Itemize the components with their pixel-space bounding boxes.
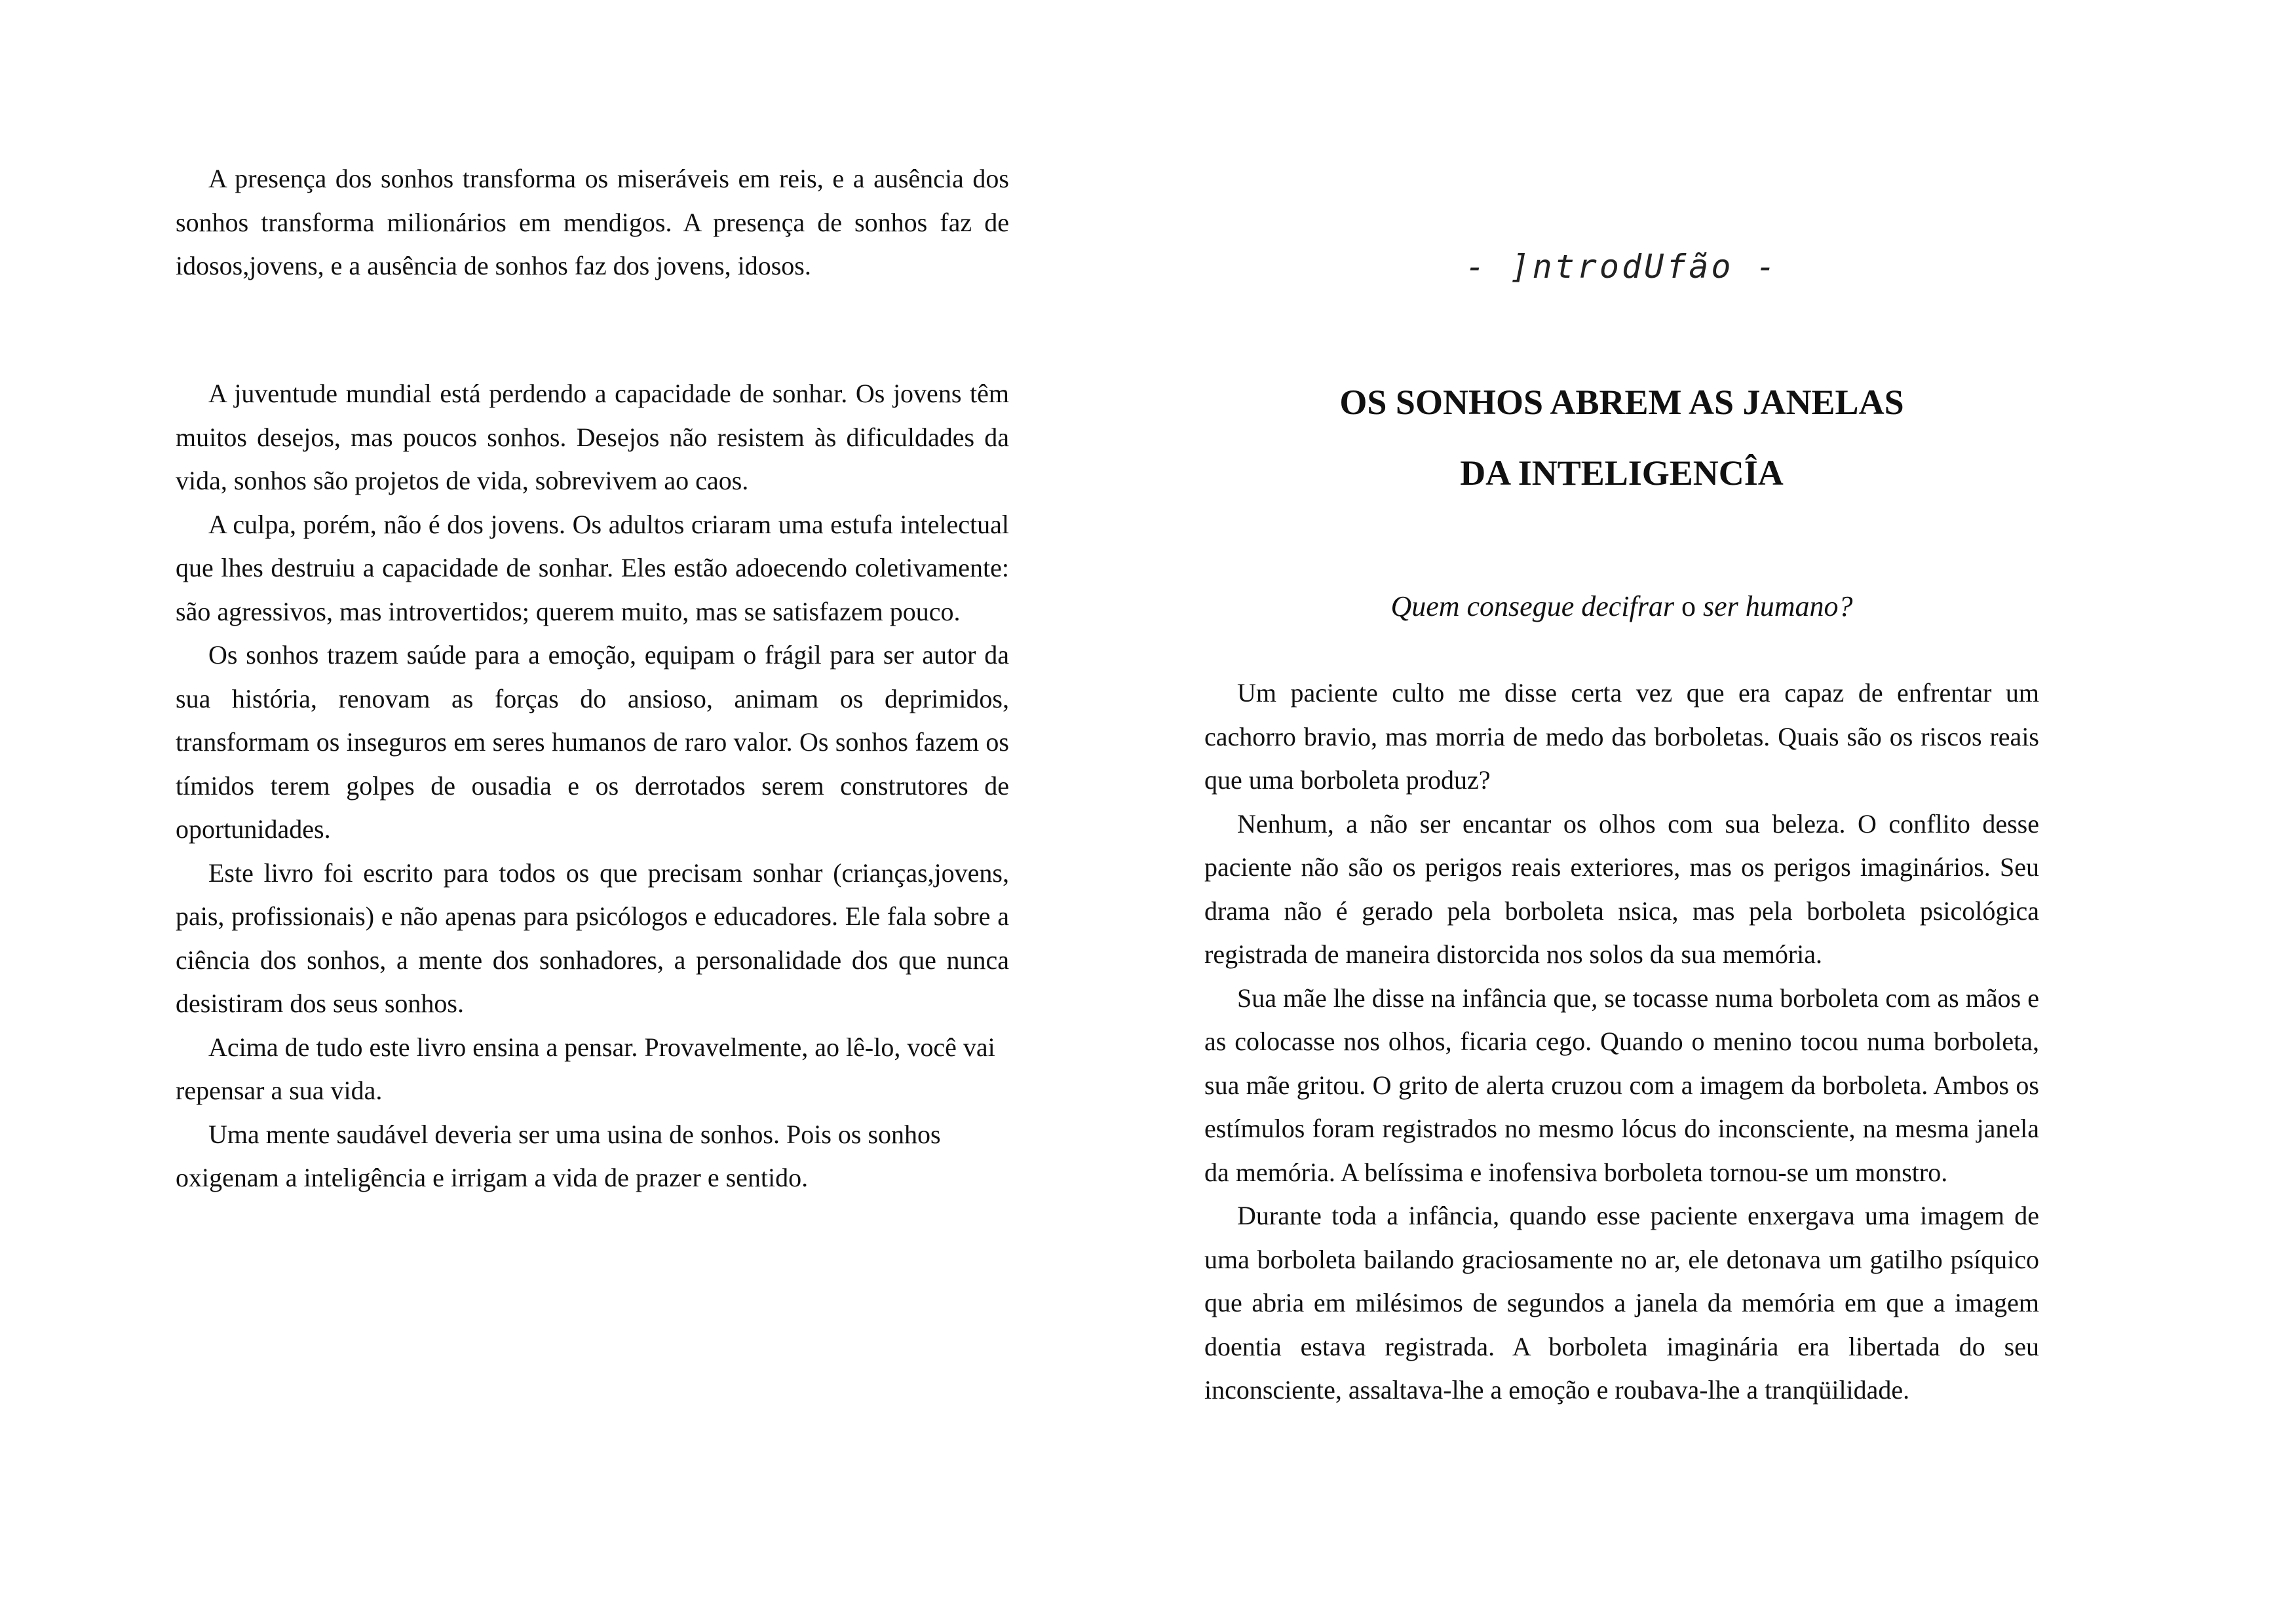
right-page-text	[1204, 671, 2039, 1412]
paragraph: Sua mãe lhe disse na infância que, se tocasse numa borboleta com as mãos e as colocasse nos olhos, ficaria cego. Quando o menino tocou numa borboleta, sua mãe gritou. O grito de alerta cruzou com a imagem da borboleta. Ambos os estímulos foram registrados no mesmo lócus do inconsciente, na mesma janela da memória. A belíssima e inofensiva borboleta tornou-se um monstro.	[1204, 983, 2039, 1187]
epigraph	[176, 157, 1009, 288]
chapter-title-line-2: DA INTELIGENCÎA	[1460, 453, 1784, 493]
paragraph: A juventude mundial está perdendo a capacidade de sonhar. Os jovens têm muitos desejos, mas poucos sonhos. Desejos não resistem às dificuldades da vida, sonhos são projetos de vida, sobrevivem ao caos.	[176, 379, 1009, 495]
left-page	[176, 0, 1009, 1624]
chapter-title	[1204, 367, 2039, 508]
paragraph: Este livro foi escrito para todos os que precisam sonhar (crianças,jovens, pais, profissionais) e não apenas para psicólogos e educadores. Ele fala sobre a ciência dos sonhos, a mente dos sonhadores, a personalidade dos que nunca desistiram dos seus sonhos.	[176, 858, 1009, 1018]
chapter-title-line-1: OS SONHOS ABREM AS JANELAS	[1339, 383, 1904, 422]
chapter-label: - ]ntrodUfão -	[1465, 248, 1778, 286]
subtitle-connector: o	[1681, 590, 1696, 622]
chapter-subtitle	[1204, 590, 2039, 623]
paragraph: Um paciente culto me disse certa vez que era capaz de enfrentar um cachorro bravio, mas morria de medo das borboletas. Quais são os riscos reais que uma borboleta produz?	[1204, 678, 2039, 795]
paragraph: Os sonhos trazem saúde para a emoção, equipam o frágil para ser autor da sua história, renovam as forças do ansioso, animam os deprimidos, transformam os inseguros em seres humanos de raro valor. Os sonhos fazem os tímidos terem golpes de ousadia e os derrotados serem construtores de oportunidades.	[176, 640, 1009, 844]
subtitle-part-2: ser humano?	[1702, 590, 1853, 622]
paragraph: Nenhum, a não ser encantar os olhos com sua beleza. O conflito desse paciente não são os perigos reais exteriores, mas os perigos imaginários. Seu drama não é gerado pela borboleta nsica, mas pela borboleta psicológica registrada de maneira distorcida nos solos da sua memória.	[1204, 808, 2039, 969]
paragraph: Acima de tudo este livro ensina a pensar. Provavelmente, ao lê-lo, você vai repensar a sua vida.	[176, 1032, 995, 1105]
subtitle-part-1: Quem consegue decifrar	[1390, 590, 1674, 622]
left-page-text	[176, 372, 1009, 1200]
paragraph: A culpa, porém, não é dos jovens. Os adultos criaram uma estufa intelectual que lhes destruiu a capacidade de sonhar. Eles estão adoecendo coletivamente: são agressivos, mas introvertidos; querem muito, mas se satisfazem pouco.	[176, 509, 1009, 626]
epigraph-text: A presença dos sonhos transforma os miseráveis em reis, e a ausência dos sonhos transforma milionários em mendigos. A presença de sonhos faz de idosos,jovens, e a ausência de sonhos faz dos jovens, idosos.	[176, 164, 1009, 280]
paragraph: Uma mente saudável deveria ser uma usina de sonhos. Pois os sonhos oxigenam a inteligência e irrigam a vida de prazer e sentido.	[176, 1119, 941, 1192]
paragraph: Durante toda a infância, quando esse paciente enxergava uma imagem de uma borboleta bailando graciosamente no ar, ele detonava um gatilho psíquico que abria em milésimos de segundos a janela da memória em que a imagem doentia estava registrada. A borboleta imaginária era libertada do seu inconsciente, assaltava-lhe a emoção e roubava-lhe a tranqüilidade.	[1204, 1201, 2039, 1405]
right-page	[1204, 0, 2039, 1624]
